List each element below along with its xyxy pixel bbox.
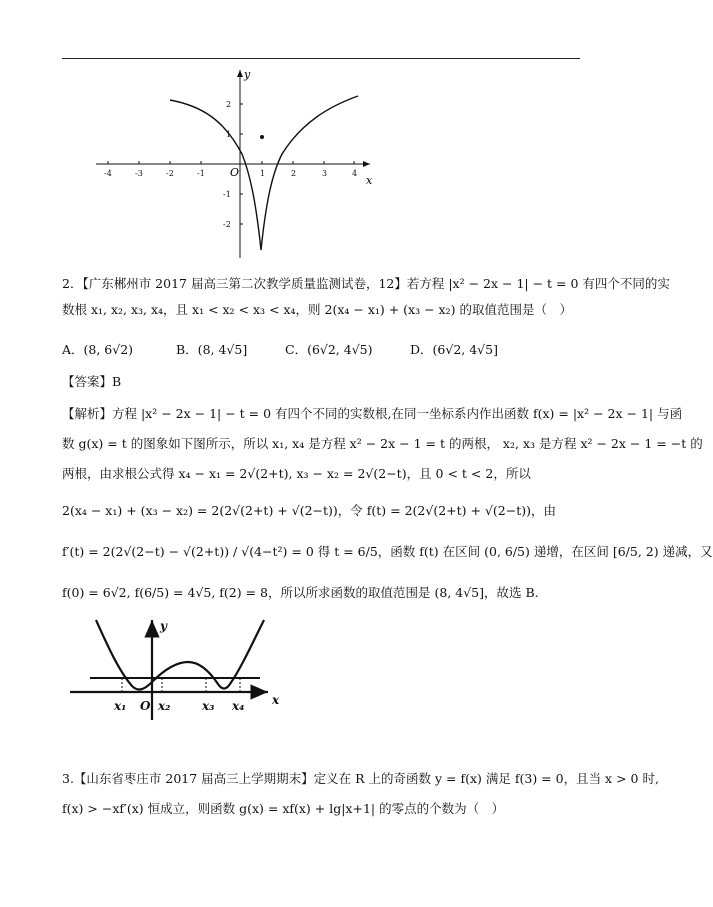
- y-tick-label: 1: [226, 130, 232, 139]
- x-tick-label: 2: [291, 169, 297, 178]
- q3-stem-line2: f(x) > −xf′(x) 恒成立，则函数 g(x) = xf(x) + lg|x+1| 的零点的个数为（ ）: [62, 801, 505, 816]
- x-tick-label: -3: [135, 169, 143, 178]
- q2-solution-line5: f′(t) = 2(2√(2−t) − √(2+t)) / √(4−t²) = 0 得 t = 6/5，函数 f(t) 在区间 (0, 6/5) 递增，在区间 [6/5, 2) 递减，又: [62, 544, 713, 559]
- x1-label: x₁: [114, 699, 127, 713]
- y-tick-label: 2: [226, 100, 232, 109]
- q2-option-c: C．(6√2, 4√5): [285, 342, 373, 357]
- y-axis-label: y: [244, 68, 251, 81]
- q3-stem-line1: 3.【山东省枣庄市 2017 届高三上学期期末】定义在 R 上的奇函数 y = f(x) 满足 f(3) = 0，且当 x > 0 时,: [62, 771, 659, 786]
- q2-stem-line2: 数根 x₁, x₂, x₃, x₄，且 x₁ < x₂ < x₃ < x₄，则 2(x₄ − x₁) + (x₃ − x₂) 的取值范围是（ ）: [62, 302, 572, 317]
- y-tick-label: -2: [223, 220, 231, 229]
- function-graph-1: [90, 62, 380, 266]
- x-tick-label: 1: [260, 169, 266, 178]
- x-tick-label: 4: [352, 169, 358, 178]
- abs-quadratic-curve: [96, 620, 264, 689]
- y-axis-label: y: [160, 619, 167, 633]
- q2-solution-line3: 两根，由求根公式得 x₄ − x₁ = 2√(2+t), x₃ − x₂ = 2√(2−t)，且 0 < t < 2，所以: [62, 466, 531, 481]
- x3-label: x₃: [202, 699, 215, 713]
- x4-label: x₄: [232, 699, 245, 713]
- function-graph-2: [68, 612, 288, 728]
- q2-solution-line2: 数 g(x) = t 的图象如下图所示，所以 x₁, x₄ 是方程 x² − 2x − 1 = t 的两根， x₂, x₃ 是方程 x² − 2x − 1 = −t 的: [62, 436, 703, 451]
- q2-stem-line1: 2．【广东郴州市 2017 届高三第二次教学质量监测试卷，12】若方程 |x² − 2x − 1| − t = 0 有四个不同的实: [62, 276, 670, 291]
- q2-solution-line4: 2(x₄ − x₁) + (x₃ − x₂) = 2(2√(2+t) + √(2−t))，令 f(t) = 2(2√(2+t) + √(2−t))，由: [62, 503, 557, 518]
- x-axis-label: x: [272, 693, 280, 707]
- y-tick-label: -1: [223, 190, 231, 199]
- x-tick-label: 3: [322, 169, 328, 178]
- q2-answer: 【答案】B: [62, 374, 122, 389]
- q2-option-a: A．(8, 6√2): [62, 342, 134, 357]
- origin-label: O: [230, 166, 240, 179]
- isolated-point: [260, 135, 264, 139]
- q2-option-b: B．(8, 4√5]: [176, 342, 248, 357]
- origin-label: O: [140, 699, 151, 713]
- x-tick-label: -2: [166, 169, 174, 178]
- q2-solution-line1: 【解析】方程 |x² − 2x − 1| − t = 0 有四个不同的实数根,在同一坐标系内作出函数 f(x) = |x² − 2x − 1| 与函: [62, 406, 683, 421]
- x2-label: x₂: [158, 699, 171, 713]
- q2-option-d: D．(6√2, 4√5]: [410, 342, 498, 357]
- x-axis-label: x: [366, 174, 373, 187]
- x-tick-label: -1: [197, 169, 205, 178]
- x-tick-label: -4: [104, 169, 112, 178]
- q2-solution-line6: f(0) = 6√2, f(6/5) = 4√5, f(2) = 8，所以所求函数的取值范围是 (8, 4√5]，故选 B.: [62, 585, 539, 600]
- header-rule: [62, 58, 580, 59]
